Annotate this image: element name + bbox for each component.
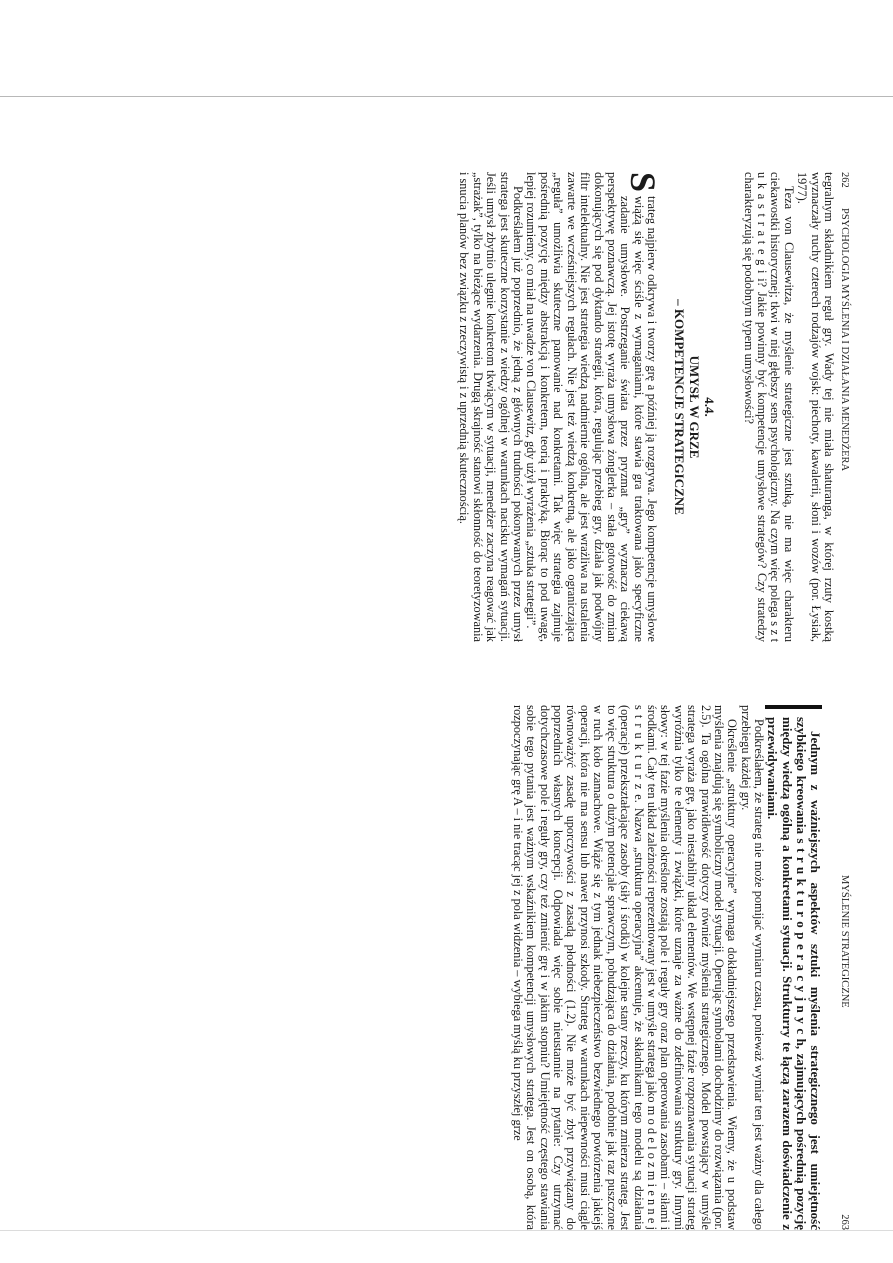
scan-bottom-rule [0, 1230, 893, 1231]
drop-cap: S [623, 172, 664, 193]
left-page-number: 262 [839, 172, 850, 188]
paragraph: Podkreślałem, że strateg nie może pomijać wymiaru czasu, ponieważ wymiar ten jest ważny dla całego przebiegu każdej gry. [738, 705, 767, 1230]
section-number: 4.4. [702, 397, 718, 417]
paragraph: tegralnym składnikiem reguł gry. Wady tej nie miała shaturanga, w której rzuty kostką wyznaczały ruchy czterech rodzajów wojsk: piechoty, kawalerii, słoni i wozów (por. Łysiak, 1977). [795, 172, 836, 642]
section-title-line-2: – KOMPETENCJE STRATEGICZNE [672, 299, 688, 515]
paragraph-text: trateg najpierw odkrywa i tworzy grę a później ją rozgrywa. Jego kompetencje umysłowe wiążą się więc ściśle z wymaganiami, które stawia gra traktowana jako specyficzne zadanie umysłowe. Postrzeganie świata przez pryzmat „gry” wyznacza ciekawą perspektywę poznawczą. Jej istotę wyraża umysłowa żonglerka – stała gotowość do zmian dokonujących się pod dyktando strategii, która, regulując przebieg gry, działa jak podwójny filtr intelektualny. Nie jest strategia wiedzą nadmiernie ogólną, ale jest wrażliwa na ustalenia zawarte we wcześniejszych regułach. Nie jest też wiedzą konkretną, ale jako ograniczająca „reguła” umożliwia skuteczne panowanie nad konkretami. Tak więc strategia zajmuje pośrednią pozycję między abstrakcją i konkretem, teorią i praktyką. Biorąc to pod uwagę, lepiej rozumiemy, co miał na uwadze von Clausewitz, gdy użył wyrażenia „sztuka strategii”. [524, 172, 660, 642]
paragraph: Podkreślałem już poprzednio, że jedną z głównych trudności pokonywanych przez umysł stratega jest skuteczne korzystanie z wiedzy ogólnej w warunkach nacisku wymagań sytuacji. Jeśli umysł zbytnio ulegnie konkretom tkwiącym w sytuacji, menedżer zaczyna reagować jak „strażak”, tylko na bieżące wydarzenia. Drugą skrajność stanowi skłonność do teoretyzowania i snucia planów bez związku z rzeczywistą i z uprzednią skutecznością. [457, 172, 526, 642]
left-running-head [839, 172, 850, 642]
section-heading [672, 172, 717, 642]
right-page-number: 263 [839, 1214, 850, 1230]
section-title-line-1: UMYSŁ W GRZE [687, 355, 703, 459]
paragraph: Teza von Clausewitza, że myślenie strategiczne jest sztuką, nie ma więc charakteru ciekawostki historycznej; tkwi w niej głębszy sens psychologiczny. Na czym więc polega s z t u k a s t r a t e g i i? Jakie powinny być kompetencje umysłowe strategów? Czy stratedzy charakteryzują się podobnym typem umysłowości? [741, 172, 796, 642]
highlight-box: Jednym z ważniejszych aspektów sztuki myślenia strategicznego jest umiejętność szybkiego kreowania s t r u k t u r o p e r a c y j n y c h, zajmujących pośrednią pozycję między wiedzą ogólną a konkretami sytuacji. Strukturry te łączą zarazem doświadczenie z przewidywaniami. [765, 705, 822, 1230]
paragraph [524, 172, 664, 642]
left-running-title: PSYCHOLOGIA MYŚLENIA I DZIAŁANIA MENEDŻERA [839, 208, 850, 472]
right-page-header [830, 705, 850, 1230]
scan-top-rule [0, 96, 893, 97]
right-running-title: MYŚLENIE STRATEGICZNE [839, 875, 850, 1008]
right-text-column [82, 705, 822, 1230]
left-text-column [115, 172, 835, 642]
paragraph: Określenie „struktury operacyjne” wymaga dokładniejszego przedstawienia. Wiemy, że u podstaw myślenia znajdują się symboliczny model sytuacji. Operując symbolami dochodzimy do rozwiązania (por. 2.5). Ta ogólna prawidłowość dotyczy również myślenia strategicznego. Model powstający w umyśle stratega wyraża grę, jako niestabilny układ elementów. We wstępnej fazie rozpoznawania sytuacji strateg wyróżnia tylko te elementy i związki, które uznaje za ważne do zdefiniowania struktury gry. Innymi słowy: w tej fazie myślenia określone zostają pole i reguły gry oraz plan operowania zasobami – siłami i środkami. Cały ten układ zależności reprezentowany jest w umyśle stratega jako m o d e l o z m i e n n e j s t r u k t u r z e. Nazwa „struktura operacyjna” akcentuje, że składnikami tego modelu są działania (operacje) przekształcające zasoby (siły i środki) w kolejne stany rzeczy, ku którym zmierza strateg. Jest to więc struktura o dużym potencjale sprawczym, pobudzająca do działania, podobnie jak raz puszczone w ruch koło zamachowe. Wiąże się z tym jednak niebezpieczeństwo bezwiednego powtórzenia jakiejś operacji, która nie ma sensu lub nawet przynosi szkody. Strateg w warunkach niepewności musi ciągle równoważyć zasadę uporczywości z zasadą płodności (1.2). Nie może być zbyt przywiązany do poprzednich własnych koncepcji. Odpowiada więc sobie nieustannie na pytanie: Czy utrzymać dotychczasowe pole i reguły gry, czy też zmienić grę i w jakim stopniu? Umiejętność częstego stawiania sobie tego pytania jest ważnym wskaźnikiem kompetencji umysłowych stratega. Jest on osobą, która rozpoczynając grę A – i nie tracąc jej z pola widzenia – wybiega myślą ku przyszłej grze [510, 705, 740, 1230]
